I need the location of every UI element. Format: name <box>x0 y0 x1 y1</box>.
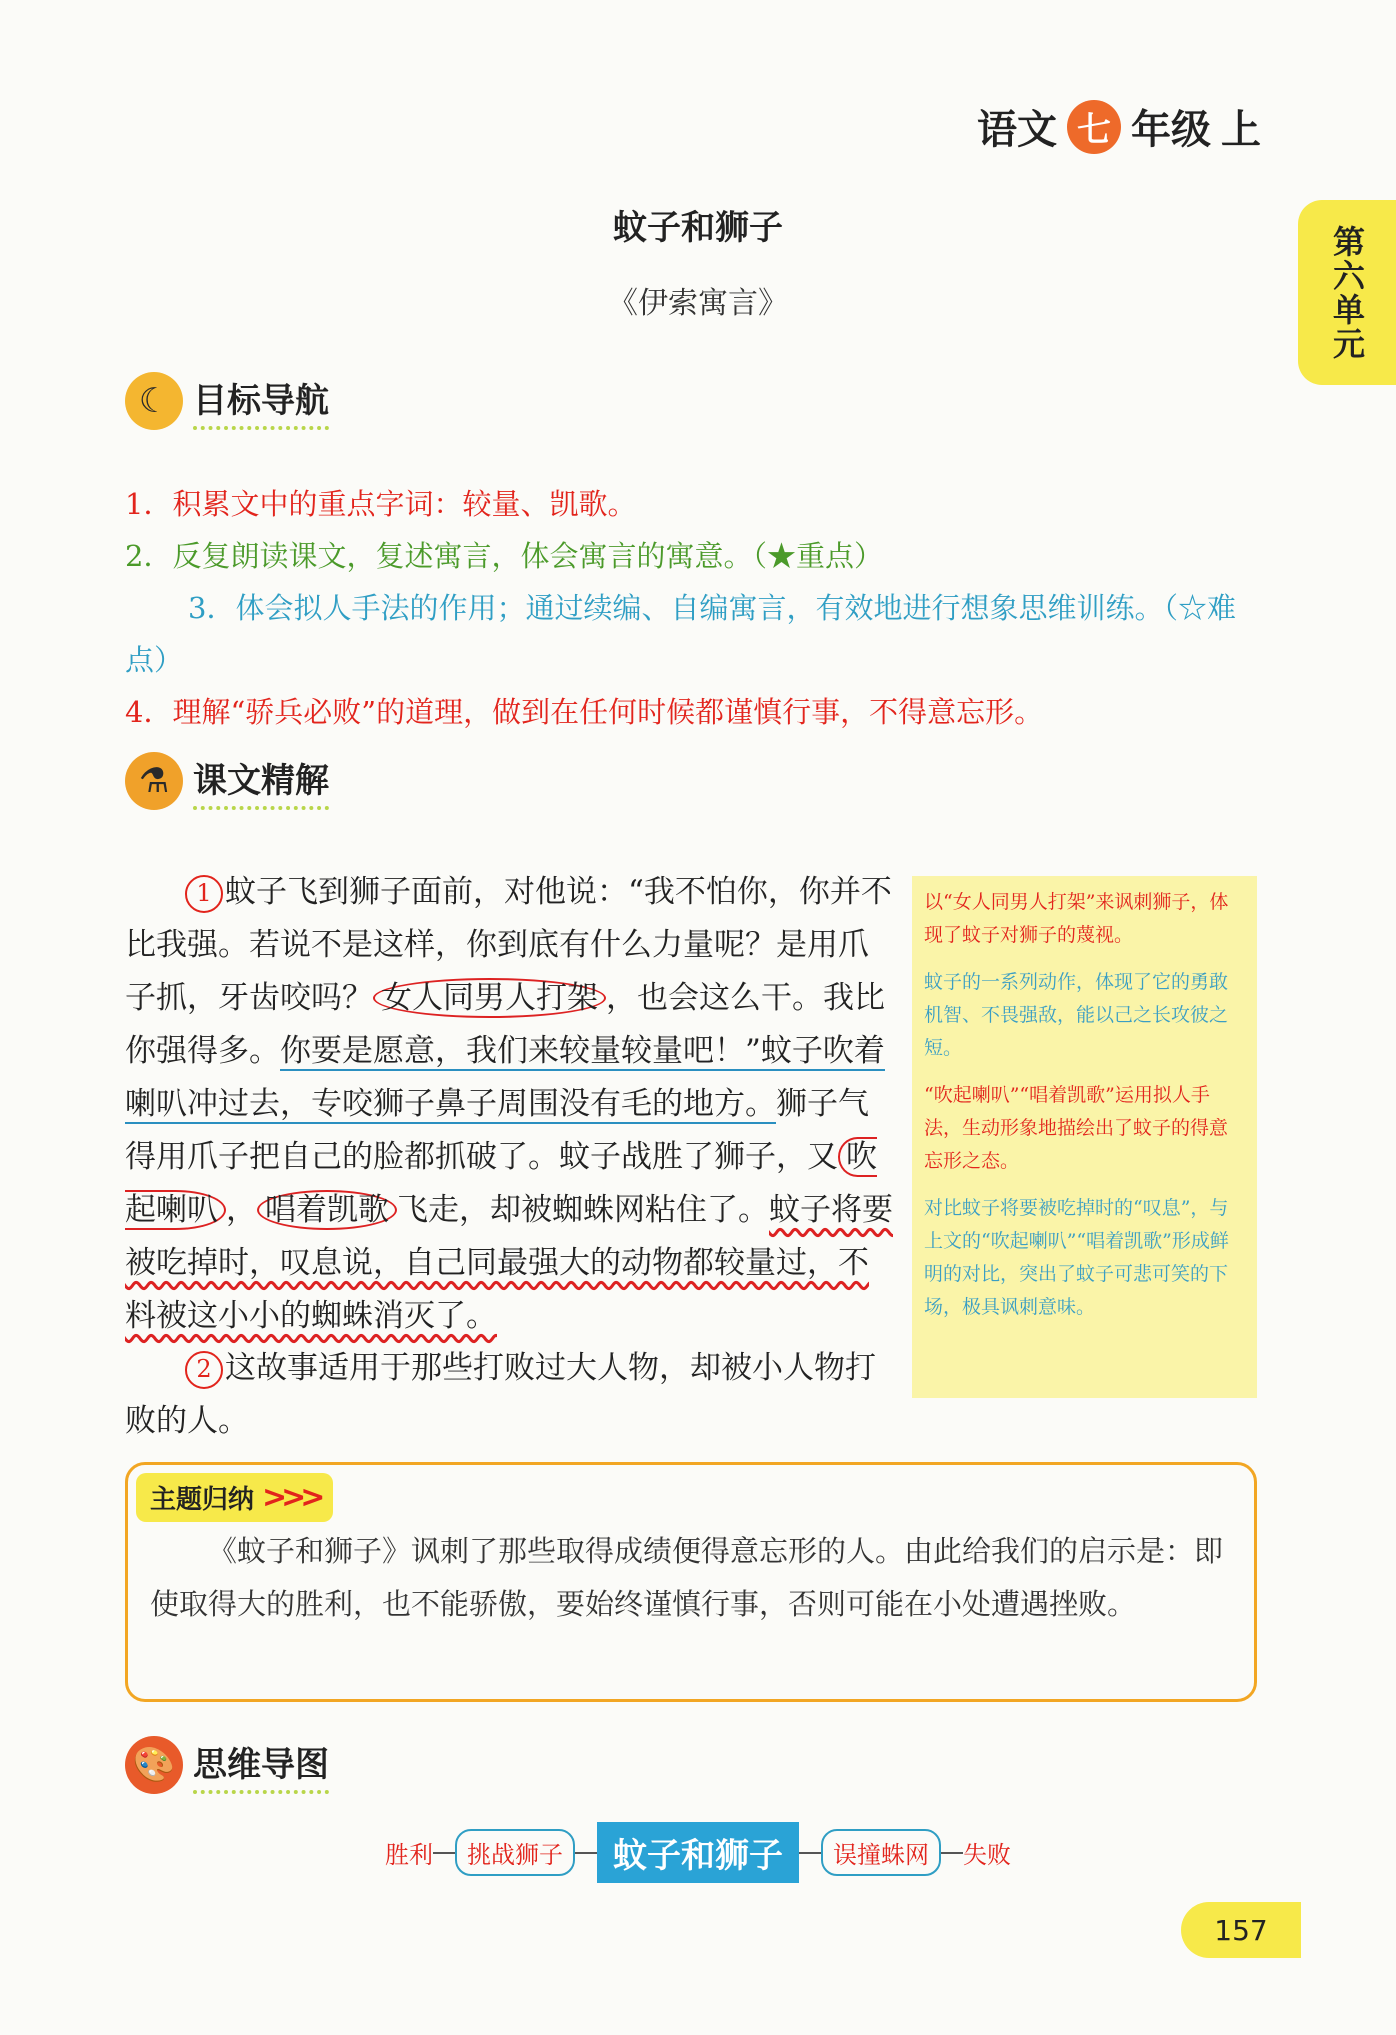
term-label: 上 <box>1221 107 1261 153</box>
p1-text-a: 蚊子飞到狮子面前，对他说：“我不怕你，你并不比我强。若说不是这样，你到底有什么力量呢？是用爪子抓，牙齿咬吗？ <box>125 874 892 1016</box>
paragraph-2 <box>125 1342 895 1448</box>
note-4: 对比蚊子将要被吃掉时的“叹息”，与上文的“吹起喇叭”“唱着凯歌”形成鲜明的对比，突出了蚊子可悲可笑的下场，极具讽刺意味。 <box>924 1197 1229 1318</box>
mindmap-title: 思维导图 <box>193 1737 329 1794</box>
lesson-source: 《伊索寓言》 <box>608 286 788 321</box>
flask-icon: ⚗ <box>125 752 183 810</box>
theme-summary-box <box>125 1462 1257 1702</box>
note-1: 以“女人同男人打架”来讽刺狮子，体现了蚊子对狮子的蔑视。 <box>924 891 1229 946</box>
connector-line <box>433 1852 455 1854</box>
ellipse-mark-3: 唱着凯歌 <box>257 1190 397 1230</box>
paragraph-number-1: 1 <box>185 875 223 913</box>
mind-map <box>0 1822 1396 1883</box>
mindmap-left-end: 胜利 <box>385 1841 433 1869</box>
connector-line <box>575 1852 597 1854</box>
p2-text: 这故事适用于那些打败过大人物，却被小人物打败的人。 <box>125 1350 876 1439</box>
paragraph-1 <box>125 866 895 1343</box>
connector-line <box>799 1852 821 1854</box>
note-3: “吹起喇叭”“唱着凯歌”运用拟人手法，生动形象地描绘出了蚊子的得意忘形之态。 <box>924 1084 1229 1172</box>
palette-icon: 🎨 <box>125 1736 183 1794</box>
margin-notes <box>912 876 1257 1398</box>
goal-item-3: 3．体会拟人手法的作用；通过续编、自编寓言，有效地进行想象思维训练。（☆难点） <box>125 591 1236 677</box>
theme-label <box>136 1473 333 1522</box>
connector-line <box>941 1852 963 1854</box>
explain-heading <box>125 752 329 810</box>
p1-text-c: 狮子气得用爪子把自己的脸都抓破了。蚊子战胜了狮子，又 <box>125 1086 869 1175</box>
unit-tab-label: 第六单元 <box>1328 224 1366 361</box>
subject-label: 语文 <box>977 107 1057 153</box>
arrows-icon: >>> <box>262 1480 320 1515</box>
page-header <box>977 98 1261 155</box>
goals-heading <box>125 372 329 430</box>
mindmap-right-end: 失败 <box>963 1841 1011 1869</box>
lesson-title: 蚊子和狮子 <box>613 208 783 248</box>
theme-label-text: 主题归纳 <box>150 1485 255 1515</box>
ellipse-mark-2: 吹起喇叭 <box>125 1139 877 1228</box>
mindmap-right-pill: 误撞蛛网 <box>821 1829 941 1876</box>
blue-underline-mark: 你要是愿意，我们来较量较量吧！”蚊子吹着喇叭冲过去，专咬狮子鼻子周围没有毛的地方。 <box>125 1033 885 1122</box>
grade-suffix: 年级 <box>1131 107 1211 153</box>
moon-icon: ☾ <box>125 372 183 430</box>
ellipse-mark-1: 女人同男人打架 <box>373 978 606 1018</box>
note-2: 蚊子的一系列动作，体现了它的勇敢机智、不畏强敌，能以己之长攻彼之短。 <box>924 971 1229 1059</box>
goal-item-4: 4．理解“骄兵必败”的道理，做到在任何时候都谨慎行事，不得意忘形。 <box>125 695 1044 729</box>
mindmap-heading <box>125 1736 329 1794</box>
goal-item-2: 2．反复朗读课文，复述寓言，体会寓言的寓意。（★重点） <box>125 539 883 573</box>
theme-text: 《蚊子和狮子》讽刺了那些取得成绩便得意忘形的人。由此给我们的启示是：即使取得大的胜利，也不能骄傲，要始终谨慎行事，否则可能在小处遭遇挫败。 <box>150 1534 1224 1621</box>
page-number: 157 <box>1181 1902 1301 1958</box>
wavy-underline-mark: 蚊子将要被吃掉时，叹息说，自己同最强大的动物都较量过，不料被这小小的蜘蛛消灭了。 <box>125 1192 893 1334</box>
goals-title: 目标导航 <box>193 373 329 430</box>
mindmap-left-pill: 挑战狮子 <box>455 1829 575 1876</box>
mindmap-center: 蚊子和狮子 <box>597 1822 799 1883</box>
grade-badge: 七 <box>1067 100 1121 154</box>
p1-text-b: ，也会这么干。我比你强得多。 <box>125 980 885 1069</box>
p1-text-e: 飞走，却被蜘蛛网粘住了。 <box>397 1192 769 1228</box>
p1-text-d: ， <box>226 1192 257 1228</box>
paragraph-number-2: 2 <box>185 1351 223 1389</box>
explain-title: 课文精解 <box>193 753 329 810</box>
goal-item-1: 1．积累文中的重点字词：较量、凯歌。 <box>125 487 637 521</box>
